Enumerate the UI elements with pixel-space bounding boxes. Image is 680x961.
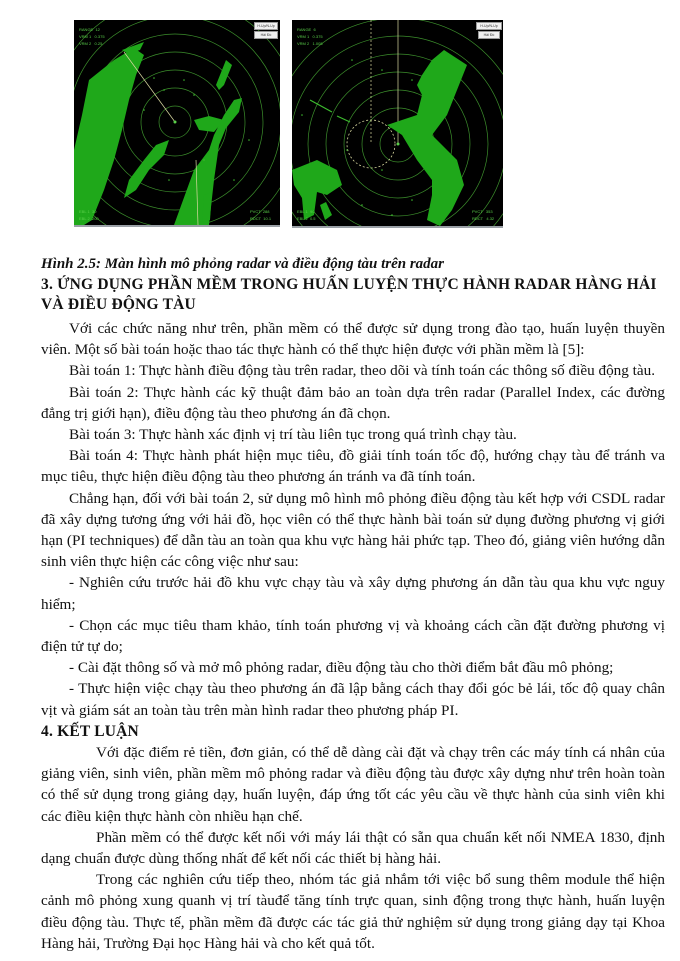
paragraph: Phần mềm có thể được kết nối với máy lái thật có sẵn qua chuẩn kết nối NMEA 1830, định dạng chuẩn được dùng thống nhất để kết nối các thiết bị hàng hải.	[41, 828, 665, 868]
section-4-body	[41, 742, 665, 954]
section-3-title-line-2: VÀ ĐIỀU ĐỘNG TÀU	[41, 296, 196, 313]
radar-overlay-top-left: RANGE 6 VRM 1 0.375 VRM 2 1.005	[297, 27, 323, 46]
paragraph: Bài toán 1: Thực hành điều động tàu trên radar, theo dõi và tính toán các thông số điều động tàu.	[69, 362, 656, 380]
paragraph: Trong các nghiên cứu tiếp theo, nhóm tác giả nhắm tới việc bổ sung thêm module thể hiện cảnh mô phỏng xung quanh vị trí tàuđể tăng tính trực quan, sinh động trong thực hành, huấn luyện điều động tàu. Thực tế, phần mềm đã được các tác giả thử nghiệm sử dụng trong giảng dạy tại Khoa Hàng hải, Trường Đại học Hàng hải và cho kết quả tốt.	[41, 871, 665, 952]
chart-button[interactable]: Hải Đồ	[478, 31, 500, 39]
list-item: - Nghiên cứu trước hải đồ khu vực chạy tàu và xây dựng phương án dẫn tàu qua khu vực nguy hiểm;	[41, 574, 665, 613]
radar-screen-left	[74, 20, 280, 227]
figure-caption: Hình 2.5: Màn hình mô phỏng radar và điều động tàu trên radar	[41, 256, 445, 272]
radar-overlay-bottom-right: PVCT 353 RDCT 4.32	[472, 209, 495, 221]
section-3-title-line-1: 3. ỨNG DỤNG PHẦN MỀM TRONG HUẤN LUYỆN THỰC HÀNH RADAR HÀNG HẢI	[41, 276, 657, 293]
radar-display-right	[292, 20, 503, 226]
section-3-heading	[41, 275, 671, 315]
list-item: - Chọn các mục tiêu tham khảo, tính toán phương vị và khoảng cách cần đặt đường phương vị điện tử tự do;	[41, 616, 665, 656]
chart-button[interactable]: Hải Đồ	[254, 31, 278, 39]
paragraph: Bài toán 4: Thực hành phát hiện mục tiêu, đồ giải tính toán tốc độ, hướng chạy tàu để tránh va mục tiêu, thực hiện điều động tàu theo phương án tránh va đã tính toán.	[41, 447, 665, 486]
radar-overlay-bottom-left: EBL 1 30 EBL 2 200	[79, 209, 99, 221]
paragraph: Với đặc điểm rẻ tiền, đơn giản, có thể dễ dàng cài đặt và chạy trên các máy tính cá nhân của giảng viên, sinh viên, phần mềm mô phỏng radar và điều động tàu được xây dựng như trên hoàn toàn có thể sử dụng trong giảng dạy, huấn luyện, đáp ứng tốt các yêu cầu về thực hành của sinh viên khi các điều kiện thực hành còn nhiều hạn chế.	[41, 744, 665, 825]
radar-overlay-bottom-left: EBL 1 90 EBL 2 0.5	[297, 209, 316, 221]
section-4-heading: 4. KẾT LUẬN	[41, 723, 139, 740]
paragraph: Với các chức năng như trên, phần mềm có thể được sử dụng trong đào tạo, huấn luyện thuyền viên. Một số bài toán hoặc thao tác thực hành có thể thực hiện được với phần mềm là [5]:	[41, 320, 665, 359]
radar-overlay-bottom-right: PVCT 288 RDCT 10.1	[250, 209, 272, 221]
paragraph: Bài toán 2: Thực hành các kỹ thuật đảm bảo an toàn dựa trên radar (Parallel Index, các đường đẳng trị giới hạn), điều động tàu theo phương án đã chọn.	[41, 383, 665, 422]
radar-display-left	[74, 20, 280, 225]
list-item: - Cài đặt thông số và mở mô phỏng radar, điều động tàu cho thời điểm bắt đầu mô phỏng;	[69, 659, 614, 677]
heading-up-toggle[interactable]: H-Up/N-Up	[476, 22, 502, 30]
radar-screen-right	[292, 20, 503, 228]
paragraph: Chẳng hạn, đối với bài toán 2, sử dụng mô hình mô phỏng điều động tàu kết hợp với CSDL radar đã xây dựng tương ứng với hải đồ, học viên có thể thực hành bài toán sử dụng đường phương vị giới hạn (PI techniques) để dẫn tàu an toàn qua khu vực hàng hải phức tạp. Theo đó, giảng viên hướng dẫn sinh viên thực hiện các công việc như sau:	[41, 489, 665, 571]
radar-overlay-top-left: RANGE 12 VRM 1 0.375 VRM 2 0.25	[79, 27, 105, 46]
section-3-body	[41, 318, 665, 721]
paragraph: Bài toán 3: Thực hành xác định vị trí tàu liên tục trong quá trình chạy tàu.	[69, 426, 517, 444]
heading-up-toggle[interactable]: H-Up/N-Up	[254, 22, 278, 30]
list-item: - Thực hiện việc chạy tàu theo phương án đã lập bằng cách thay đổi góc bẻ lái, tốc độ quay chân vịt và giám sát an toàn tàu trên màn hình radar theo phương pháp PI.	[41, 680, 665, 719]
